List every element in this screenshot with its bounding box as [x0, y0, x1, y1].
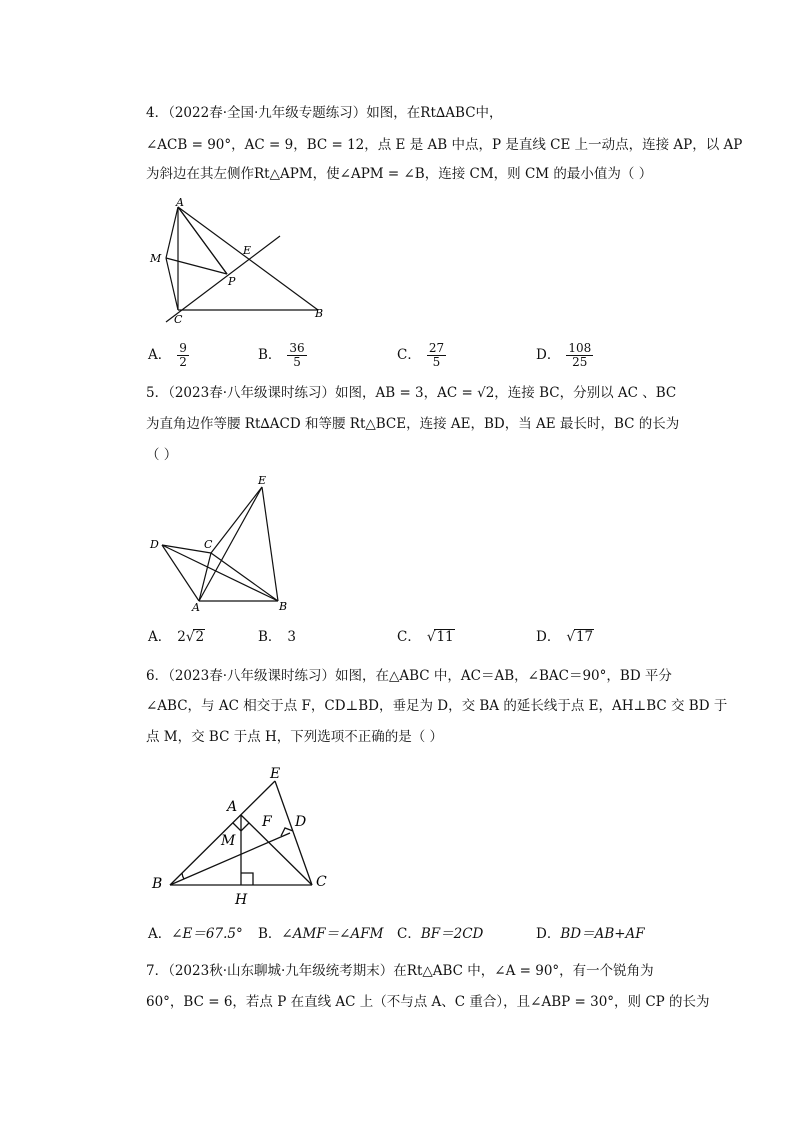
q5-option-d[interactable]: D． √17 [536, 629, 594, 645]
q6-option-d-label: D． [536, 926, 561, 942]
q5-line-3: （ ） [146, 447, 178, 463]
q5-option-a[interactable]: A． 2√2 [148, 629, 205, 645]
q6-option-a-label: A． [148, 926, 172, 942]
q5-option-b-label: B． [258, 629, 282, 645]
q5-option-a-coef: 2 [177, 629, 186, 645]
q4-option-b-label: B． [258, 347, 282, 363]
q4-option-c-label: C． [397, 347, 421, 363]
q4-line-2: ∠ACB = 90°，AC = 9，BC = 12，点 E 是 AB 中点，P 是直线 CE 上一动点，连接 AP，以 AP [146, 137, 743, 153]
q6-option-a[interactable] [148, 925, 243, 943]
q4-fig-label-a: A [176, 196, 184, 209]
q6-fig-label-f: F [262, 814, 272, 830]
q5-option-c-label: C． [397, 629, 421, 645]
q4-option-c-num: 27 [428, 341, 445, 355]
q6-option-c[interactable] [397, 925, 483, 943]
q4-option-b-num: 36 [289, 341, 305, 355]
q4-fig-label-c: C [174, 313, 183, 326]
q5-fig-label-c: C [204, 538, 213, 551]
q4-line-3: 为斜边在其左侧作Rt△APM，使∠APM = ∠B，连接 CM，则 CM 的最小值为（ ） [146, 166, 653, 182]
q5-option-d-label: D． [536, 629, 561, 645]
q6-option-a-text: ∠E＝67.5° [171, 926, 243, 942]
q5-fig-label-b: B [279, 600, 288, 613]
q6-option-d[interactable] [536, 925, 645, 943]
q5-fig-label-e: E [258, 474, 267, 487]
q6-option-c-text: BF＝2CD [420, 926, 484, 942]
q4-option-b-den: 5 [293, 355, 301, 369]
q6-option-c-label: C． [397, 926, 421, 942]
q5-option-c-radicand: 11 [436, 629, 454, 645]
q6-fig-label-h: H [235, 892, 248, 908]
q5-option-c[interactable]: C． √11 [397, 629, 454, 645]
q4-option-d-den: 25 [572, 355, 588, 369]
q6-fig-label-e: E [270, 766, 281, 782]
q5-line-1: 5．（2023春·八年级课时练习）如图，AB = 3，AC = √2，连接 BC，分别以 AC 、BC [146, 385, 677, 401]
q4-option-a-den: 2 [179, 355, 187, 369]
q5-option-b-value: 3 [287, 629, 297, 645]
q4-option-d-num: 108 [568, 341, 592, 355]
q6-line-2: ∠ABC，与 AC 相交于点 F，CD⊥BD，垂足为 D，交 BA 的延长线于点 E，AH⊥BC 交 BD 于 [146, 698, 728, 714]
q4-fig-label-e: E [243, 244, 252, 257]
q4-option-a-num: 9 [179, 341, 187, 355]
q4-fig-label-p: P [228, 275, 236, 288]
q6-line-1: 6．（2023春·八年级课时练习）如图，在△ABC 中，AC＝AB，∠BAC＝90°，BD 平分 [146, 668, 672, 684]
q6-fig-label-m: M [221, 833, 236, 849]
q6-option-b-text: ∠AMF＝∠AFM [281, 926, 384, 942]
q5-option-a-label: A． [148, 629, 172, 645]
q4-fig-label-m: M [150, 252, 162, 265]
q6-fig-label-a: A [227, 799, 238, 815]
q6-fig-label-d: D [295, 814, 307, 830]
q4-option-d-label: D． [536, 347, 561, 363]
q4-line-1: 4．（2022春·全国·九年级专题练习）如图，在Rt∆ABC中， [146, 105, 503, 121]
q4-option-c-den: 5 [432, 355, 441, 369]
q5-fig-label-d: D [150, 538, 159, 551]
q6-fig-label-b: B [152, 876, 163, 892]
q7-line-2: 60°，BC = 6，若点 P 在直线 AC 上（不与点 A、C 重合），且∠ABP = 30°，则 CP 的长为 [146, 994, 710, 1010]
q4-option-a-label: A． [148, 347, 172, 363]
q6-option-d-text: BD＝AB+AF [560, 926, 645, 942]
q7-line-1: 7．（2023秋·山东聊城·九年级统考期末）在Rt△ABC 中，∠A = 90°，有一个锐角为 [146, 963, 654, 979]
q4-fig-label-b: B [315, 307, 324, 320]
q5-line-2: 为直角边作等腰 Rt∆ACD 和等腰 Rt△BCE，连接 AE，BD，当 AE 最长时，BC 的长为 [146, 416, 680, 432]
q6-fig-label-c: C [316, 874, 327, 890]
q6-option-b-label: B． [258, 926, 282, 942]
q6-line-3: 点 M，交 BC 于点 H，下列选项不正确的是（ ） [146, 729, 444, 745]
q5-fig-label-a: A [192, 601, 200, 614]
q6-option-b[interactable] [258, 925, 383, 943]
q5-option-d-radicand: 17 [575, 629, 594, 645]
q5-option-a-radicand: 2 [195, 629, 205, 645]
